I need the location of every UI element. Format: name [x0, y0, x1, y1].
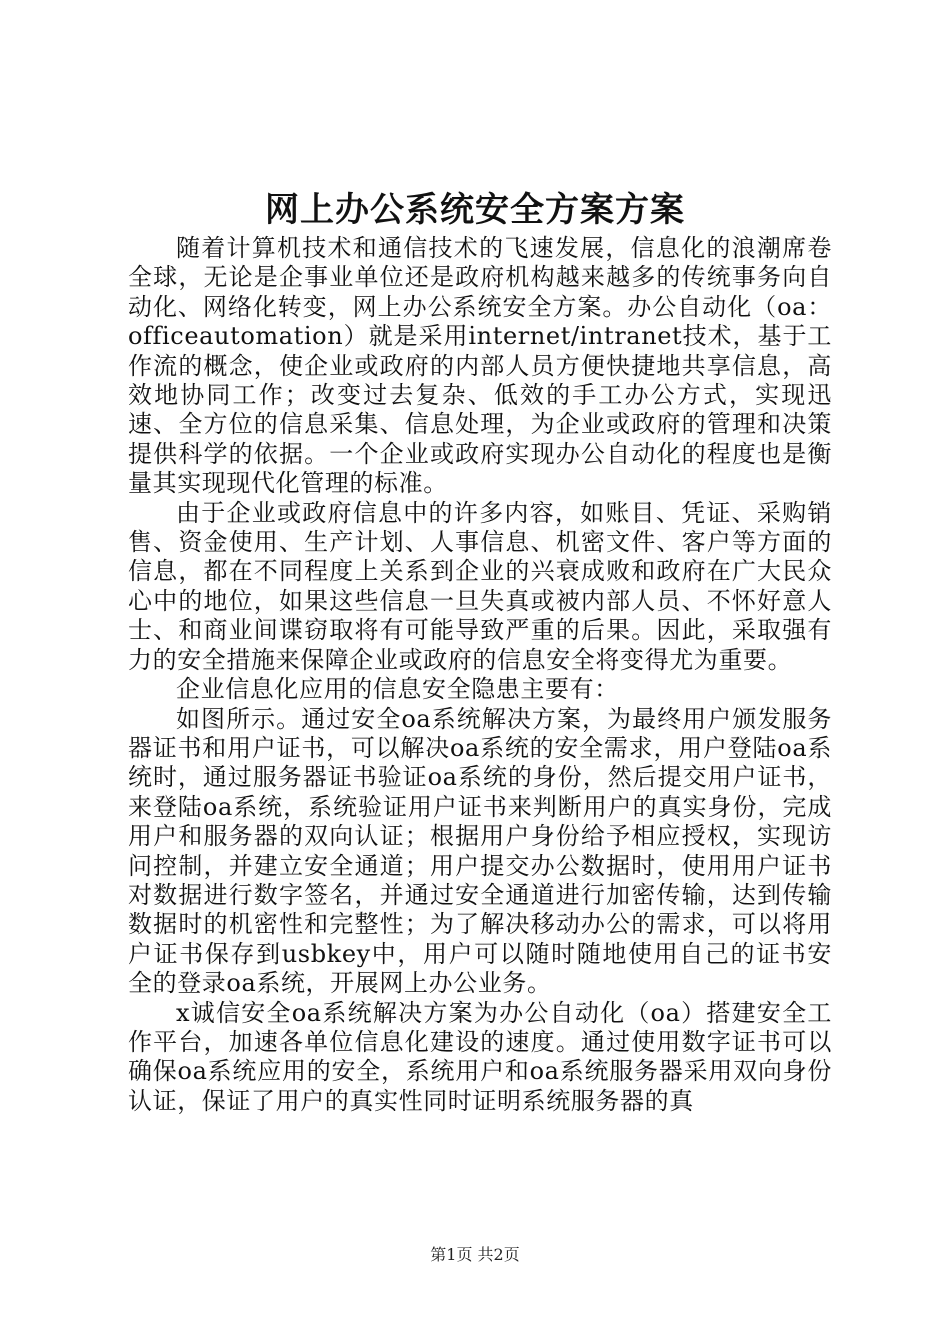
paragraph-solution: 如图所示。通过安全oa系统解决方案，为最终用户颁发服务器证书和用户证书，可以解决oa系统的安全需求，用户登陆oa系统时，通过服务器证书验证oa系统的身份，然后提交用户证书，来登陆oa系统，系统验证用户证书来判断用户的真实身份，完成用户和服务器的双向认证；根据用户身份给予相应授权，实现访问控制，并建立安全通道；用户提交办公数据时，使用用户证书对数据进行数字签名，并通过安全通道进行加密传输，达到传输数据时的机密性和完整性；为了解决移动办公的需求，可以将用户证书保存到usbkey中，用户可以随时随地使用自己的证书安全的登录oa系统，开展网上办公业务。	[128, 704, 832, 998]
paragraph-intro: 随着计算机技术和通信技术的飞速发展，信息化的浪潮席卷全球，无论是企事业单位还是政府机构越来越多的传统事务向自动化、网络化转变，网上办公系统安全方案。办公自动化（oa：officeautomation）就是采用internet/intranet技术，基于工作流的概念，使企业或政府的内部人员方便快捷地共享信息，高效地协同工作；改变过去复杂、低效的手工办公方式，实现迅速、全方位的信息采集、信息处理，为企业或政府的管理和决策提供科学的依据。一个企业或政府实现办公自动化的程度也是衡量其实现现代化管理的标准。	[128, 234, 832, 498]
document-title: 网上办公系统安全方案方案	[265, 190, 685, 230]
paragraph-hazards-heading: 企业信息化应用的信息安全隐患主要有：	[176, 675, 619, 704]
paragraph-risks: 由于企业或政府信息中的许多内容，如账目、凭证、采购销售、资金使用、生产计划、人事信息、机密文件、客户等方面的信息，都在不同程度上关系到企业的兴衰成败和政府在广大民众心中的地位，如果这些信息一旦失真或被内部人员、不怀好意人士、和商业间谍窃取将有可能导致严重的后果。因此，采取强有力的安全措施来保障企业或政府的信息安全将变得尤为重要。	[128, 498, 832, 674]
page-number-footer: 第1页 共2页	[430, 1245, 520, 1264]
paragraph-platform: x诚信安全oa系统解决方案为办公自动化（oa）搭建安全工作平台，加速各单位信息化建设的速度。通过使用数字证书可以确保oa系统应用的安全，系统用户和oa系统服务器采用双向身份认证，保证了用户的真实性同时证明系统服务器的真	[128, 998, 832, 1115]
document-body	[128, 234, 832, 1116]
